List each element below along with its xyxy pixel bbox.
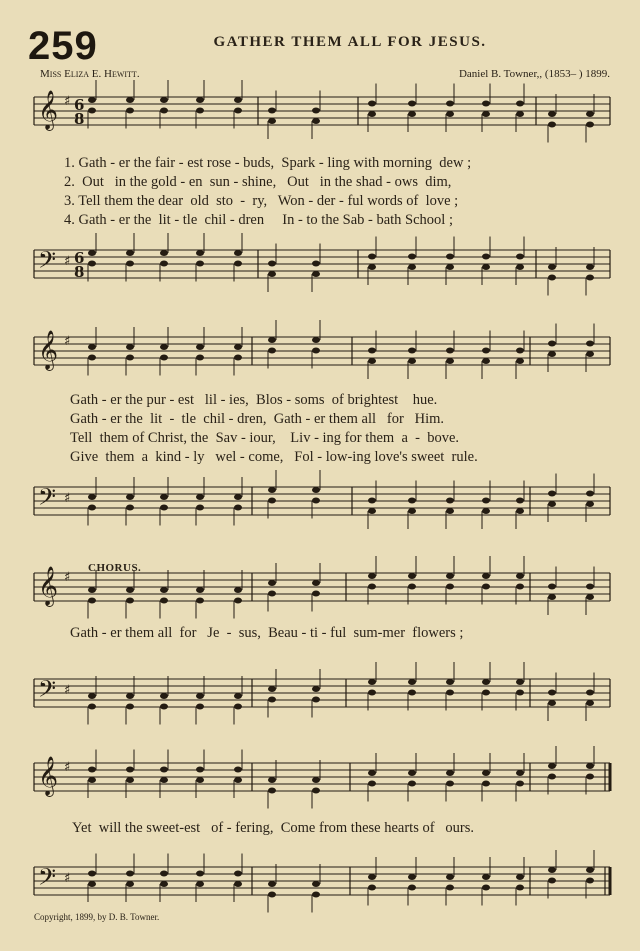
bass-clef-icon: 𝄢 xyxy=(38,483,57,516)
note-head xyxy=(126,777,134,783)
note-head xyxy=(446,770,454,776)
note-head xyxy=(268,580,276,586)
note-head xyxy=(368,679,376,685)
note-head xyxy=(482,690,490,696)
note-head xyxy=(548,111,556,117)
note-head xyxy=(196,777,204,783)
note-head xyxy=(160,355,168,361)
chorus-line-2: Yet will the sweet-est of - fering, Come from these hearts of ours. xyxy=(72,820,475,836)
note-head xyxy=(482,781,490,787)
chorus-line-1: Gath - er them all for Je - sus, Beau - ti - ful sum-mer flowers ; xyxy=(70,625,464,641)
note-head xyxy=(88,261,96,267)
note-head xyxy=(126,261,134,267)
note-head xyxy=(446,348,454,354)
note-head xyxy=(126,881,134,887)
note-head xyxy=(408,498,416,504)
note-head xyxy=(88,767,96,773)
note-head xyxy=(234,871,242,877)
note-head xyxy=(268,777,276,783)
note-head xyxy=(126,97,134,103)
note-head xyxy=(234,261,242,267)
note-head xyxy=(368,348,376,354)
note-head xyxy=(196,704,204,710)
note-head xyxy=(368,690,376,696)
note-head xyxy=(548,264,556,270)
note-head xyxy=(196,108,204,114)
note-head xyxy=(126,108,134,114)
copyright-notice: Copyright, 1899, by D. B. Towner. xyxy=(34,912,160,922)
verse-4-line-1: 4. Gath - er the lit - tle chil - dren In - to the Sab - bath School ; xyxy=(64,212,453,228)
note-head xyxy=(586,122,594,128)
note-head xyxy=(88,494,96,500)
note-head xyxy=(196,871,204,877)
note-head xyxy=(516,885,524,891)
note-head xyxy=(548,774,556,780)
note-head xyxy=(516,781,524,787)
note-head xyxy=(408,874,416,880)
note-head xyxy=(548,878,556,884)
note-head xyxy=(408,690,416,696)
note-head xyxy=(126,871,134,877)
note-head xyxy=(446,690,454,696)
note-head xyxy=(368,254,376,260)
note-head xyxy=(234,344,242,350)
note-head xyxy=(126,767,134,773)
note-head xyxy=(516,584,524,590)
note-head xyxy=(586,867,594,873)
hymn-number: 259 xyxy=(28,24,98,68)
note-head xyxy=(446,264,454,270)
bass-clef-icon: 𝄢 xyxy=(38,675,57,708)
verse-1-line-2: Gath - er the pur - est lil - ies, Blos - soms of brightest hue. xyxy=(70,392,438,408)
note-head xyxy=(482,679,490,685)
note-head xyxy=(586,275,594,281)
note-head xyxy=(368,101,376,107)
note-head xyxy=(586,700,594,706)
note-head xyxy=(482,874,490,880)
note-head xyxy=(126,494,134,500)
note-head xyxy=(368,573,376,579)
note-head xyxy=(196,261,204,267)
note-head xyxy=(446,781,454,787)
sharp-key-signature-icon: ♯ xyxy=(64,871,71,886)
note-head xyxy=(482,573,490,579)
note-head xyxy=(516,573,524,579)
note-head xyxy=(234,250,242,256)
note-head xyxy=(126,505,134,511)
note-head xyxy=(126,704,134,710)
note-head xyxy=(268,697,276,703)
treble-clef-icon: 𝄞 xyxy=(38,756,59,796)
note-head xyxy=(268,348,276,354)
note-head xyxy=(408,254,416,260)
note-head xyxy=(482,885,490,891)
time-signature-bottom: 8 xyxy=(74,263,85,281)
note-head xyxy=(160,108,168,114)
note-head xyxy=(88,881,96,887)
note-head xyxy=(312,777,320,783)
note-head xyxy=(268,686,276,692)
note-head xyxy=(160,97,168,103)
note-head xyxy=(548,763,556,769)
note-head xyxy=(482,111,490,117)
note-head xyxy=(196,767,204,773)
note-head xyxy=(126,693,134,699)
verse-3-line-1: 3. Tell them the dear old sto - ry, Won - der - ful words of love ; xyxy=(64,193,459,209)
note-head xyxy=(268,487,276,493)
note-head xyxy=(482,264,490,270)
note-head xyxy=(586,501,594,507)
note-head xyxy=(446,358,454,364)
note-head xyxy=(368,508,376,514)
note-head xyxy=(268,892,276,898)
note-head xyxy=(368,874,376,880)
note-head xyxy=(268,881,276,887)
note-head xyxy=(160,494,168,500)
note-head xyxy=(160,881,168,887)
note-head xyxy=(516,508,524,514)
note-head xyxy=(312,580,320,586)
note-head xyxy=(126,250,134,256)
verse-1-line-1: 1. Gath - er the fair - est rose - buds, Spark - ling with morning dew ; xyxy=(64,155,472,171)
verse-4-line-2: Give them a kind - ly wel - come, Fol - low-ing love's sweet rule. xyxy=(70,449,478,465)
note-head xyxy=(446,254,454,260)
note-head xyxy=(234,587,242,593)
note-head xyxy=(482,770,490,776)
note-head xyxy=(268,271,276,277)
note-head xyxy=(408,508,416,514)
note-head xyxy=(126,355,134,361)
note-head xyxy=(196,693,204,699)
note-head xyxy=(548,867,556,873)
note-head xyxy=(196,587,204,593)
treble-clef-icon: 𝄞 xyxy=(38,330,59,370)
note-head xyxy=(88,108,96,114)
lyricist-credit: Miss Eliza E. Hewitt. xyxy=(40,68,140,80)
note-head xyxy=(548,122,556,128)
note-head xyxy=(160,261,168,267)
chorus-label: CHORUS. xyxy=(88,562,142,574)
sharp-key-signature-icon: ♯ xyxy=(64,94,71,109)
note-head xyxy=(268,108,276,114)
note-head xyxy=(548,491,556,497)
note-head xyxy=(312,788,320,794)
note-head xyxy=(548,351,556,357)
note-head xyxy=(516,254,524,260)
note-head xyxy=(160,344,168,350)
note-head xyxy=(88,598,96,604)
note-head xyxy=(160,505,168,511)
note-head xyxy=(234,494,242,500)
note-head xyxy=(88,704,96,710)
note-head xyxy=(408,101,416,107)
bass-clef-icon: 𝄢 xyxy=(38,246,57,279)
note-head xyxy=(586,763,594,769)
note-head xyxy=(88,871,96,877)
note-head xyxy=(160,693,168,699)
note-head xyxy=(368,498,376,504)
note-head xyxy=(368,781,376,787)
note-head xyxy=(126,587,134,593)
note-head xyxy=(196,355,204,361)
note-head xyxy=(312,348,320,354)
note-head xyxy=(368,264,376,270)
note-head xyxy=(548,275,556,281)
note-head xyxy=(234,505,242,511)
note-head xyxy=(234,777,242,783)
note-head xyxy=(408,770,416,776)
note-head xyxy=(408,584,416,590)
note-head xyxy=(482,348,490,354)
note-head xyxy=(196,344,204,350)
note-head xyxy=(482,508,490,514)
note-head xyxy=(160,777,168,783)
sharp-key-signature-icon: ♯ xyxy=(64,760,71,775)
note-head xyxy=(268,337,276,343)
sharp-key-signature-icon: ♯ xyxy=(64,491,71,506)
note-head xyxy=(160,767,168,773)
note-head xyxy=(586,878,594,884)
note-head xyxy=(516,101,524,107)
note-head xyxy=(196,505,204,511)
note-head xyxy=(268,788,276,794)
note-head xyxy=(88,250,96,256)
note-head xyxy=(160,704,168,710)
note-head xyxy=(586,594,594,600)
note-head xyxy=(368,358,376,364)
time-signature-top: 6 xyxy=(74,249,85,267)
note-head xyxy=(446,573,454,579)
note-head xyxy=(312,881,320,887)
note-head xyxy=(516,264,524,270)
note-head xyxy=(234,767,242,773)
note-head xyxy=(312,337,320,343)
note-head xyxy=(88,344,96,350)
time-signature-bottom: 8 xyxy=(74,110,85,128)
sharp-key-signature-icon: ♯ xyxy=(64,254,71,269)
verse-2-line-2: Gath - er the lit - tle chil - dren, Gath - er them all for Him. xyxy=(70,411,445,427)
note-head xyxy=(548,501,556,507)
note-head xyxy=(446,584,454,590)
note-head xyxy=(586,264,594,270)
note-head xyxy=(312,108,320,114)
note-head xyxy=(196,494,204,500)
note-head xyxy=(368,111,376,117)
note-head xyxy=(368,584,376,590)
note-head xyxy=(234,704,242,710)
note-head xyxy=(312,892,320,898)
note-head xyxy=(196,598,204,604)
note-head xyxy=(516,498,524,504)
note-head xyxy=(446,508,454,514)
treble-clef-icon: 𝄞 xyxy=(38,90,59,130)
note-head xyxy=(408,264,416,270)
note-head xyxy=(548,700,556,706)
note-head xyxy=(160,871,168,877)
note-head xyxy=(586,491,594,497)
note-head xyxy=(516,358,524,364)
note-head xyxy=(482,254,490,260)
note-head xyxy=(234,355,242,361)
note-head xyxy=(88,693,96,699)
note-head xyxy=(408,348,416,354)
composer-credit: Daniel B. Towner,, (1853– ) 1899. xyxy=(458,68,610,80)
note-head xyxy=(408,358,416,364)
verse-2-line-1: 2. Out in the gold - en sun - shine, Out in the shad - ows dim, xyxy=(64,174,452,190)
note-head xyxy=(196,250,204,256)
note-head xyxy=(126,598,134,604)
note-head xyxy=(586,584,594,590)
note-head xyxy=(548,341,556,347)
note-head xyxy=(126,344,134,350)
note-head xyxy=(548,690,556,696)
sharp-key-signature-icon: ♯ xyxy=(64,570,71,585)
note-head xyxy=(482,584,490,590)
note-head xyxy=(312,487,320,493)
note-head xyxy=(312,498,320,504)
hymn-title: GATHER THEM ALL FOR JESUS. xyxy=(213,34,487,50)
treble-clef-icon: 𝄞 xyxy=(38,566,59,606)
note-head xyxy=(482,358,490,364)
note-head xyxy=(312,271,320,277)
note-head xyxy=(548,594,556,600)
note-head xyxy=(312,591,320,597)
note-head xyxy=(446,874,454,880)
note-head xyxy=(408,679,416,685)
note-head xyxy=(548,584,556,590)
note-head xyxy=(88,97,96,103)
note-head xyxy=(312,686,320,692)
bass-clef-icon: 𝄢 xyxy=(38,863,57,896)
note-head xyxy=(446,679,454,685)
note-head xyxy=(408,781,416,787)
note-head xyxy=(586,341,594,347)
note-head xyxy=(88,355,96,361)
note-head xyxy=(160,250,168,256)
note-head xyxy=(368,885,376,891)
note-head xyxy=(586,111,594,117)
note-head xyxy=(268,591,276,597)
note-head xyxy=(516,874,524,880)
sharp-key-signature-icon: ♯ xyxy=(64,683,71,698)
note-head xyxy=(408,111,416,117)
note-head xyxy=(160,598,168,604)
sharp-key-signature-icon: ♯ xyxy=(64,334,71,349)
note-head xyxy=(482,101,490,107)
note-head xyxy=(88,587,96,593)
time-signature-top: 6 xyxy=(74,96,85,114)
note-head xyxy=(234,598,242,604)
note-head xyxy=(312,118,320,124)
note-head xyxy=(160,587,168,593)
note-head xyxy=(446,885,454,891)
note-head xyxy=(408,573,416,579)
note-head xyxy=(268,261,276,267)
note-head xyxy=(516,348,524,354)
note-head xyxy=(312,697,320,703)
note-head xyxy=(586,351,594,357)
note-head xyxy=(196,881,204,887)
note-head xyxy=(516,770,524,776)
note-head xyxy=(408,885,416,891)
note-head xyxy=(446,111,454,117)
note-head xyxy=(312,261,320,267)
note-head xyxy=(268,118,276,124)
note-head xyxy=(88,777,96,783)
note-head xyxy=(516,111,524,117)
note-head xyxy=(234,108,242,114)
note-head xyxy=(446,101,454,107)
note-head xyxy=(586,774,594,780)
note-head xyxy=(268,498,276,504)
note-head xyxy=(516,690,524,696)
note-head xyxy=(586,690,594,696)
note-head xyxy=(482,498,490,504)
note-head xyxy=(234,693,242,699)
verse-3-line-2: Tell them of Christ, the Sav - iour, Liv - ing for them a - bove. xyxy=(70,430,460,446)
note-head xyxy=(234,881,242,887)
note-head xyxy=(516,679,524,685)
note-head xyxy=(368,770,376,776)
note-head xyxy=(234,97,242,103)
note-head xyxy=(446,498,454,504)
note-head xyxy=(88,505,96,511)
note-head xyxy=(196,97,204,103)
